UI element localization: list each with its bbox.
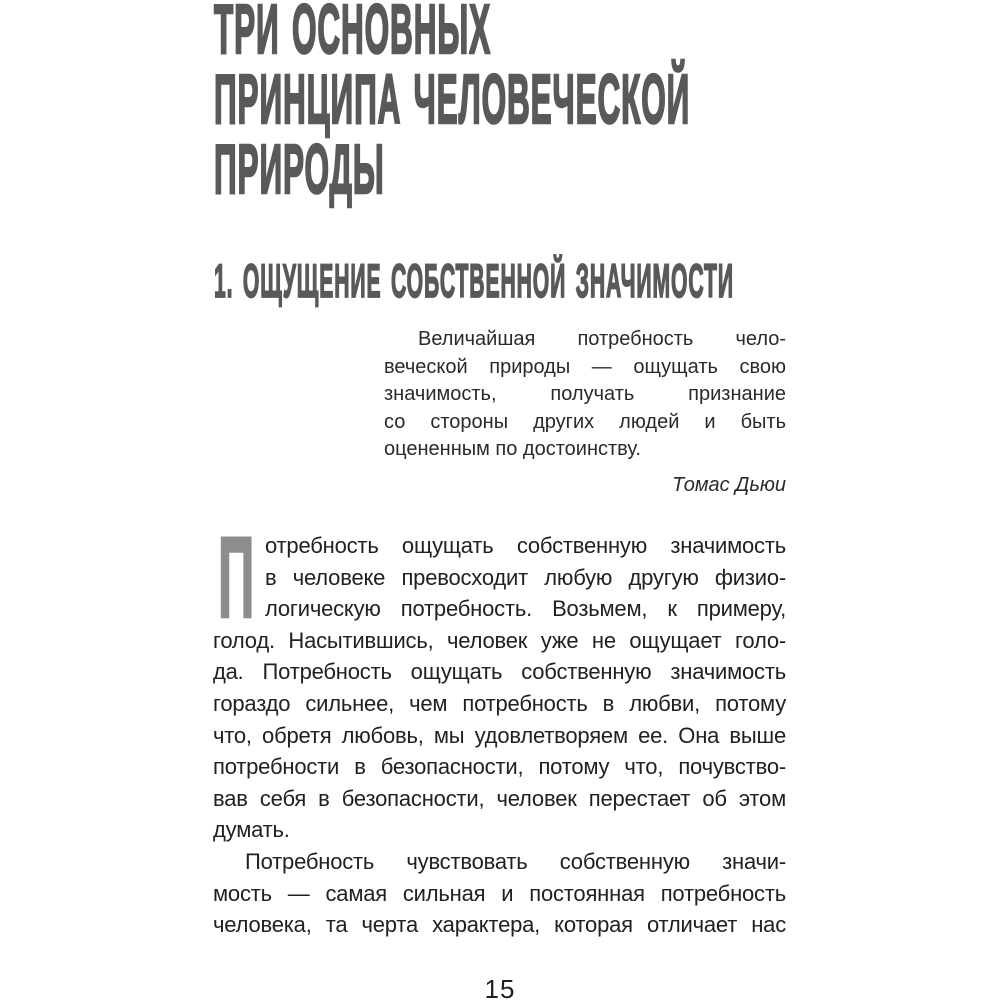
chapter-title — [214, 0, 691, 208]
text-line: Величайшая потребность чело- — [418, 328, 786, 350]
chapter-title-line-2: ПРИНЦИПА ЧЕЛОВЕЧЕСКОЙ — [214, 60, 691, 138]
text-line: в человеке превосходит любую другую физио- — [265, 564, 786, 590]
text-line: Потребность чувствовать собственную значи- — [245, 848, 786, 874]
text-line: оцененным по достоинству. — [384, 438, 641, 460]
text-line: думать. — [213, 817, 290, 843]
text-line: веческой природы — ощущать свою — [384, 355, 786, 378]
chapter-title-line-3: ПРИРОДЫ — [214, 130, 385, 208]
drop-cap-letter: П — [218, 514, 255, 642]
epigraph-lines — [384, 326, 786, 464]
text-line: потребности в безопасности, потому что, почувство- — [213, 754, 786, 780]
page-number: 15 — [484, 974, 516, 1000]
chapter-title-line-1: ТРИ ОСНОВНЫХ — [214, 0, 491, 68]
text-line: человека, та черта характера, которая отличает нас — [213, 912, 786, 938]
text-line: отребность ощущать собственную значимость — [265, 533, 786, 558]
section-heading: 1. ОЩУЩЕНИЕ СОБСТВЕННОЙ ЗНАЧИМОСТИ — [214, 254, 734, 307]
text-line: логическую потребность. Возьмем, к примеру, — [265, 596, 786, 622]
paragraph-1 — [213, 530, 786, 846]
epigraph — [384, 326, 786, 499]
text-line: значимость, получать признание — [384, 383, 786, 405]
text-line: да. Потребность ощущать собственную значимость — [213, 659, 786, 685]
text-line: голод. Насытившись, человек уже не ощущает голо- — [213, 627, 786, 653]
text-line: гораздо сильнее, чем потребность в любви, потому — [213, 690, 786, 716]
text-line: со стороны других людей и быть — [384, 410, 786, 433]
text-line: что, обретя любовь, мы удовлетворяем ее. Она выше — [213, 722, 786, 748]
epigraph-attribution: Томас Дьюи — [672, 473, 786, 496]
text-line: вав себя в безопасности, человек перестает об этом — [213, 785, 786, 811]
body-text — [213, 530, 786, 941]
text-line: мость — самая сильная и постоянная потребность — [213, 880, 786, 906]
paragraph-2 — [213, 846, 786, 941]
